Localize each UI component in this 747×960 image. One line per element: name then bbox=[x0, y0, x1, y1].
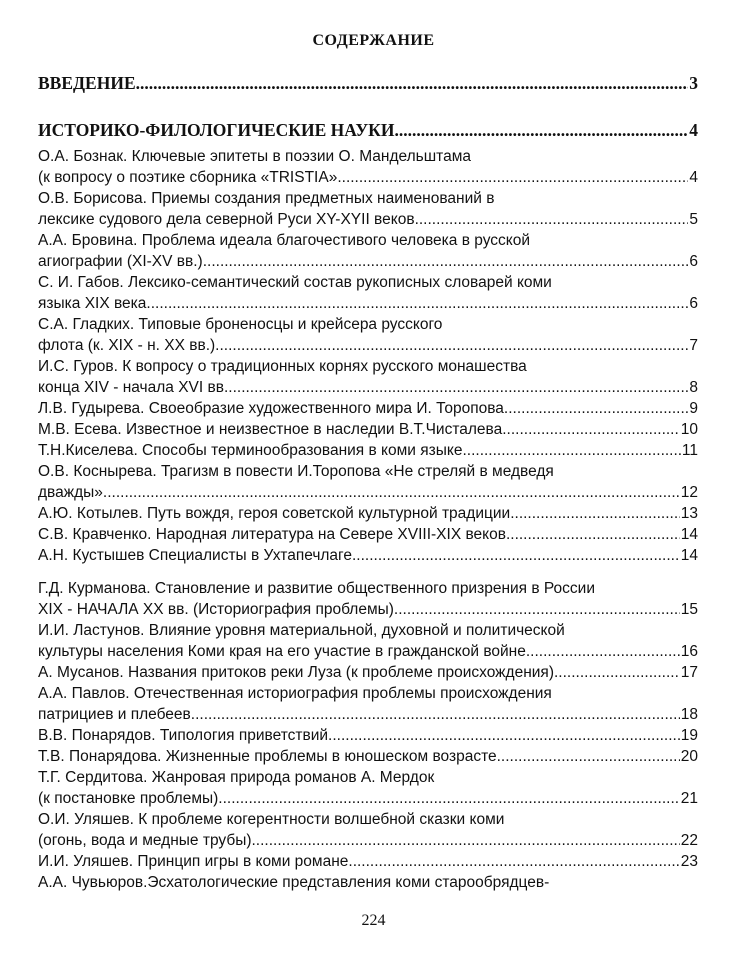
entry-text: флота (к. XIX - н. XX вв.) bbox=[38, 337, 216, 354]
entry-text: С. И. Габов. Лексико-семантический состав рукописных словарей коми bbox=[38, 274, 552, 291]
leader-dots bbox=[502, 419, 680, 440]
toc-entry-line bbox=[38, 599, 698, 620]
toc-entry-line bbox=[38, 251, 698, 272]
entry-text: конца XIV - начала XVI вв bbox=[38, 379, 224, 396]
entry-page: 5 bbox=[689, 211, 698, 228]
entry-text: (к вопросу о поэтике сборника «TRISTIA» bbox=[38, 169, 338, 186]
entry-text: В.В. Понарядов. Типология приветствий bbox=[38, 727, 329, 744]
leader-dots bbox=[506, 524, 680, 545]
toc-entry-line bbox=[38, 704, 698, 725]
leader-dots bbox=[224, 377, 688, 398]
entry-page: 6 bbox=[689, 253, 698, 270]
entry-page: 8 bbox=[689, 379, 698, 396]
toc-entry-line bbox=[38, 209, 698, 230]
toc-entry-line bbox=[38, 662, 698, 683]
toc-entry-line bbox=[38, 482, 698, 503]
entry-page: 9 bbox=[689, 400, 698, 417]
leader-dots bbox=[146, 293, 688, 314]
toc-entry-line bbox=[38, 788, 698, 809]
leader-dots bbox=[526, 641, 680, 662]
entry-text: О.И. Уляшев. К проблеме когерентности волшебной сказки коми bbox=[38, 811, 505, 828]
entry-text: языка XIX века bbox=[38, 295, 147, 312]
entry-text: (огонь, вода и медные трубы) bbox=[38, 832, 252, 849]
toc-entry-line bbox=[38, 767, 698, 788]
toc-entry-line bbox=[38, 293, 698, 314]
toc-entry-line bbox=[38, 620, 698, 641]
entry-text: (к постановке проблемы) bbox=[38, 790, 219, 807]
toc-entry-line bbox=[38, 419, 698, 440]
entry-text: А.А. Бровина. Проблема идеала благочестивого человека в русской bbox=[38, 232, 531, 249]
entry-text: А.Н. Кустышев Специалисты в Ухтапечлаге bbox=[38, 547, 352, 564]
leader-dots bbox=[191, 704, 680, 725]
leader-dots bbox=[218, 788, 679, 809]
toc-entry-line bbox=[38, 272, 698, 293]
entry-text: А. Мусанов. Названия притоков реки Луза (к проблеме происхождения) bbox=[38, 664, 554, 681]
entry-page: 20 bbox=[680, 748, 698, 765]
entry-text: О.В. Борисова. Приемы создания предметных наименований в bbox=[38, 190, 495, 207]
entry-text: Г.Д. Курманова. Становление и развитие общественного призрения в России bbox=[38, 580, 595, 597]
toc-entry-line bbox=[38, 335, 698, 356]
entry-text: С.А. Гладких. Типовые броненосцы и крейсера русского bbox=[38, 316, 443, 333]
entry-text: И.И. Ластунов. Влияние уровня материальной, духовной и политической bbox=[38, 622, 565, 639]
entry-text: патрициев и плебеев bbox=[38, 706, 191, 723]
entry-page: 16 bbox=[680, 643, 698, 660]
entry-text: XIX - НАЧАЛА XX вв. (Историография проблемы) bbox=[38, 601, 394, 618]
section-page: 4 bbox=[689, 120, 698, 140]
entry-text: С.В. Кравченко. Народная литература на Севере XVIII-XIX веков bbox=[38, 526, 506, 543]
leader-dots bbox=[348, 851, 679, 872]
entry-text: лексике судового дела северной Руси XY-XYII веков bbox=[38, 211, 415, 228]
entry-text: А.Ю. Котылев. Путь вождя, героя советской культурной традиции bbox=[38, 505, 511, 522]
toc-entry-line bbox=[38, 524, 698, 545]
section-label: ИСТОРИКО-ФИЛОЛОГИЧЕСКИЕ НАУКИ bbox=[38, 120, 395, 140]
leader-dots bbox=[415, 209, 689, 230]
leader-dots bbox=[103, 482, 680, 503]
leader-dots bbox=[394, 120, 688, 141]
leader-dots bbox=[328, 725, 680, 746]
entry-page: 6 bbox=[689, 295, 698, 312]
entry-page: 7 bbox=[689, 337, 698, 354]
entry-text: О.А. Бознак. Ключевые эпитеты в поэзии О. Мандельштама bbox=[38, 148, 471, 165]
entry-page: 14 bbox=[680, 526, 698, 543]
entry-text: Т.Г. Сердитова. Жанровая природа романов А. Мердок bbox=[38, 769, 435, 786]
entry-page: 11 bbox=[681, 442, 698, 459]
toc-entry-line bbox=[38, 545, 698, 566]
entry-page: 18 bbox=[680, 706, 698, 723]
entry-text: дважды» bbox=[38, 484, 103, 501]
toc-entry-line bbox=[38, 314, 698, 335]
leader-dots bbox=[337, 167, 688, 188]
toc-entry-line bbox=[38, 503, 698, 524]
toc-entry-line bbox=[38, 683, 698, 704]
entry-text: Л.В. Гудырева. Своеобразие художественного мира И. Торопова bbox=[38, 400, 504, 417]
entry-text: И.И. Уляшев. Принцип игры в коми романе bbox=[38, 853, 349, 870]
toc-section-introduction bbox=[38, 73, 698, 94]
page-title: СОДЕРЖАНИЕ bbox=[312, 32, 435, 49]
entry-text: А.А. Чувьюров.Эсхатологические представления коми старообрядцев- bbox=[38, 874, 550, 891]
entry-text: И.С. Гуров. К вопросу о традиционных корнях русского монашества bbox=[38, 358, 527, 375]
entry-page: 22 bbox=[680, 832, 698, 849]
entry-text: О.В. Коснырева. Трагизм в повести И.Торопова «Не стреляй в медведя bbox=[38, 463, 554, 480]
toc-entry-line bbox=[38, 356, 698, 377]
toc-entry-line bbox=[38, 146, 698, 167]
entry-text: А.А. Павлов. Отечественная историография проблемы происхождения bbox=[38, 685, 552, 702]
toc-entry-line bbox=[38, 167, 698, 188]
entry-page: 12 bbox=[680, 484, 698, 501]
section-label: ВВЕДЕНИЕ bbox=[38, 73, 136, 93]
section-page: 3 bbox=[689, 73, 698, 93]
entry-page: 4 bbox=[689, 169, 698, 186]
toc-entry-line bbox=[38, 830, 698, 851]
toc-entry-line bbox=[38, 851, 698, 872]
leader-dots bbox=[136, 73, 689, 94]
page-number: 224 bbox=[361, 912, 386, 929]
toc-entry-line bbox=[38, 377, 698, 398]
entry-page: 19 bbox=[680, 727, 698, 744]
entry-text: агиографии (XI-XV вв.) bbox=[38, 253, 203, 270]
leader-dots bbox=[203, 251, 689, 272]
entry-text: Т.Н.Киселева. Способы терминообразования в коми языке bbox=[38, 442, 463, 459]
entry-text: культуры населения Коми края на его участие в гражданской войне bbox=[38, 643, 526, 660]
toc-entry-line bbox=[38, 398, 698, 419]
leader-dots bbox=[215, 335, 688, 356]
leader-dots bbox=[510, 503, 680, 524]
entry-text: М.В. Есева. Известное и неизвестное в наследии В.Т.Чисталева bbox=[38, 421, 503, 438]
toc-entry-line bbox=[38, 872, 698, 893]
leader-dots bbox=[252, 830, 680, 851]
entry-page: 17 bbox=[680, 664, 698, 681]
leader-dots bbox=[504, 398, 688, 419]
toc-entry-line bbox=[38, 641, 698, 662]
toc-entry-line bbox=[38, 578, 698, 599]
toc-entry-line bbox=[38, 461, 698, 482]
entry-page: 14 bbox=[680, 547, 698, 564]
toc-entry-line bbox=[38, 746, 698, 767]
entry-page: 23 bbox=[680, 853, 698, 870]
entry-page: 10 bbox=[680, 421, 698, 438]
leader-dots bbox=[394, 599, 680, 620]
toc-entry-line bbox=[38, 230, 698, 251]
toc-section-history-philology bbox=[38, 120, 698, 141]
toc-entry-line bbox=[38, 440, 698, 461]
entry-text: Т.В. Понарядова. Жизненные проблемы в юношеском возрасте bbox=[38, 748, 497, 765]
leader-dots bbox=[462, 440, 680, 461]
entry-page: 21 bbox=[680, 790, 698, 807]
toc-entry-line bbox=[38, 725, 698, 746]
leader-dots bbox=[497, 746, 680, 767]
toc-entry-line bbox=[38, 188, 698, 209]
entry-page: 13 bbox=[680, 505, 698, 522]
leader-dots bbox=[352, 545, 680, 566]
leader-dots bbox=[554, 662, 680, 683]
toc-entry-line bbox=[38, 809, 698, 830]
entry-page: 15 bbox=[680, 601, 698, 618]
